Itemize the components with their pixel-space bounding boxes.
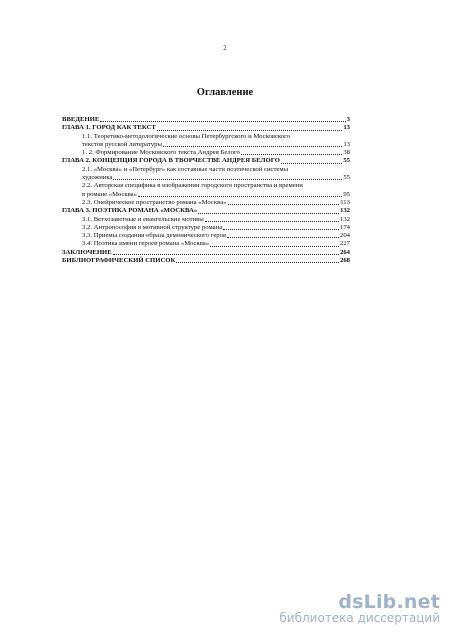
toc-page: 3 — [346, 116, 350, 123]
toc-page: 227 — [339, 240, 350, 248]
toc-page: 132 — [339, 207, 350, 215]
toc-page: 268 — [339, 257, 350, 265]
toc-entry-chapter-2[interactable] — [62, 157, 350, 165]
leader-dots — [227, 237, 339, 238]
toc-page: 95 — [343, 190, 350, 198]
toc-label: 3.1. Ветхозаветные и евангельские мотивы — [82, 215, 204, 223]
leader-dots — [138, 196, 342, 197]
toc-label: 3.2. Антропософия в мотивной структуре романа — [82, 223, 223, 231]
page-title: Оглавление — [196, 87, 254, 98]
toc-page: 264 — [339, 248, 350, 256]
toc-label: ГЛАВА 3. ПОЭТИКА РОМАНА «МОСКВА» — [62, 207, 198, 215]
page-number: 2 — [223, 44, 227, 52]
toc-label: БИБЛИОГРАФИЧЕСКИЙ СПИСОК — [62, 257, 176, 265]
leader-dots — [281, 163, 342, 164]
toc-page: 13 — [343, 140, 350, 148]
toc-label-continued: художника — [82, 174, 113, 182]
toc-label: ГЛАВА 1. ГОРОД КАК ТЕКСТ — [62, 124, 156, 132]
toc-entry-chapter-1[interactable] — [62, 124, 350, 132]
leader-dots — [223, 229, 339, 230]
toc-label: ВВЕДЕНИЕ — [62, 116, 100, 123]
toc-entry-2-1[interactable] — [62, 166, 350, 183]
toc-entry-conclusion[interactable] — [62, 249, 350, 257]
leader-dots — [176, 262, 339, 263]
leader-dots — [163, 146, 342, 147]
toc-label: ЗАКЛЮЧЕНИЕ — [62, 248, 112, 256]
toc-page: 55 — [343, 157, 350, 165]
watermark-logo: dsLib.net — [338, 591, 440, 613]
leader-dots — [198, 213, 339, 214]
toc-label: 1.1. Теоретико-методологические основы Петербургского и Московского — [82, 132, 291, 140]
toc-page: 55 — [343, 174, 350, 182]
toc-label: 3.4. Поэтика имени героев романа «Москва» — [82, 240, 210, 248]
toc-page: 113 — [340, 198, 350, 206]
toc-label-continued: текстов русской литературы — [82, 140, 162, 148]
toc-entry-1-2[interactable] — [62, 149, 350, 157]
toc-label: 1. 2. Формирование Московского текста Андрея Белого — [82, 149, 240, 157]
toc-entry-3-3[interactable] — [62, 232, 350, 240]
toc-entry-2-2[interactable] — [62, 182, 350, 199]
toc-entry-3-2[interactable] — [62, 224, 350, 232]
table-of-contents — [62, 116, 350, 265]
toc-entry-3-4[interactable] — [62, 240, 350, 248]
toc-entry-2-3[interactable] — [62, 199, 350, 207]
leader-dots — [113, 254, 339, 255]
toc-label: 2.1. «Москва» и «Петербург» как составные части поэтической системы — [82, 165, 289, 173]
leader-dots — [228, 204, 340, 205]
leader-dots — [113, 179, 342, 180]
leader-dots — [157, 130, 342, 131]
toc-page: 204 — [339, 232, 350, 240]
toc-label-continued: в романе «Москва» — [82, 190, 137, 198]
toc-page: 132 — [339, 215, 350, 223]
toc-page: 13 — [343, 124, 350, 132]
leader-dots — [241, 154, 342, 155]
leader-dots — [205, 221, 339, 222]
toc-page: 38 — [343, 149, 350, 157]
toc-entry-3-1[interactable] — [62, 216, 350, 224]
toc-entry-1-1[interactable] — [62, 133, 350, 150]
leader-dots — [100, 121, 345, 122]
toc-label: 2.2. Авторская специфика в изображении городского пространства и времени — [82, 182, 303, 190]
toc-label: ГЛАВА 2. КОНЦЕПЦИЯ ГОРОДА В ТВОРЧЕСТВЕ АНДРЕЯ БЕЛОГО — [62, 157, 280, 165]
dslib-watermark — [279, 592, 440, 625]
toc-label: 2.3. Онейрическое пространство романа «Москва» — [82, 198, 227, 206]
toc-page: 174 — [339, 223, 350, 231]
toc-entry-chapter-3[interactable] — [62, 207, 350, 215]
leader-dots — [210, 246, 339, 247]
watermark-subtitle: библиотека диссертаций — [279, 611, 440, 625]
toc-label: 3.3. Приемы создания образа демонического героя — [82, 232, 226, 240]
toc-entry-bibliography[interactable] — [62, 257, 350, 265]
toc-entry-intro[interactable] — [62, 116, 350, 124]
